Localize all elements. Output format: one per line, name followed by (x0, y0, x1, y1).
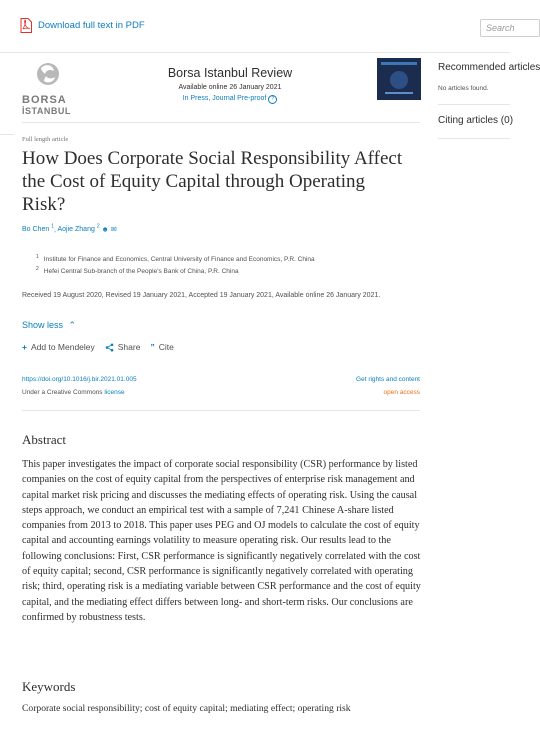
journal-info (130, 66, 330, 104)
section-divider (22, 410, 420, 411)
journal-available: Available online 26 January 2021 (178, 84, 282, 91)
logo-emblem-icon (22, 60, 77, 90)
left-divider (0, 134, 14, 135)
license-link[interactable]: license (104, 389, 125, 396)
right-divider (438, 104, 510, 105)
right-panel (438, 52, 540, 139)
citing-articles-heading[interactable]: Citing articles (0) (438, 115, 514, 126)
doi-link[interactable]: https://doi.org/10.1016/j.bir.2021.01.005 (22, 376, 137, 383)
borsa-istanbul-logo (22, 60, 77, 116)
download-pdf-link[interactable] (20, 18, 145, 33)
article-title: How Does Corporate Social Responsibility Affect the Cost of Equity Capital through Operating Risk? (22, 148, 403, 215)
plus-icon: + (22, 342, 27, 352)
author-link[interactable]: Aojie Zhang $^2$ (57, 224, 100, 234)
share-button[interactable]: Share (105, 342, 141, 352)
show-less-toggle[interactable] (22, 320, 76, 331)
keywords-list: Corporate social responsibility; cost of equity capital; mediating effect; operating risk (22, 703, 351, 714)
author-list: Bo Chen $^1$, Aojie Zhang $^2$ ☻ ✉ (22, 224, 117, 234)
download-pdf-label: Download full text in PDF (38, 20, 145, 31)
license-text: Under a Creative Commons license (22, 389, 125, 396)
affiliation-1: $^1$ Institute for Finance and Economics, Central University of Finance and Economics, P.R. China (36, 254, 315, 264)
recommended-articles-heading[interactable]: Recommended articles (438, 62, 540, 73)
open-access-badge: open access (383, 389, 420, 396)
search-input[interactable]: Search (480, 19, 540, 37)
affiliation-2: $^2$ Hefei Central Sub-branch of the People's Bank of China, P.R. China (36, 266, 239, 276)
journal-status-label: In Press, Journal Pre-proof (182, 95, 267, 102)
share-icon (105, 343, 114, 352)
chevron-up-icon: ⌃ (68, 320, 77, 330)
add-to-mendeley-button[interactable]: + Add to Mendeley (22, 342, 95, 352)
right-divider (438, 138, 510, 139)
abstract-heading: Abstract (22, 432, 67, 447)
journal-cover-image[interactable] (377, 58, 421, 100)
pdf-icon (20, 18, 32, 33)
abstract-text: This paper investigates the impact of corporate social responsibility (CSR) performance by listed companies on the cost of equity capital from the perspectives of enterprise risk management and capital market risk pricing and discusses the mediating effects of operating risk. Using the causal steps approach, we conduct an empirical test with a sample of 7,241 Chinese A-share listed companies from 2013 to 2018. This paper uses PEG and OJ models to calculate the cost of equity capital and accounting earnings volatility to measure operating risk. Our results lead to the following conclusions: First, CSR performance is significantly negatively correlated with the cost of equity capital; second, CSR performance is significantly negatively correlated with operating risk; third, operating risk is a mediating variable between CSR performance and the cost of equity capital, and the mediating effect differs between long- and short-term risks. Our conclusions are confirmed by robustness tests. (22, 459, 421, 623)
cite-button[interactable]: ” Cite (150, 342, 174, 352)
rights-link[interactable]: Get rights and content (356, 376, 420, 383)
author-link[interactable]: Bo Chen $^1$ (22, 224, 54, 234)
show-less-label: Show less (22, 320, 64, 330)
article-actions (22, 342, 174, 352)
help-icon[interactable]: ? (268, 95, 277, 104)
quote-icon: ” (150, 342, 155, 352)
journal-title[interactable]: Borsa Istanbul Review (167, 66, 293, 80)
article-type: Full length article (22, 136, 69, 143)
keywords-heading: Keywords (22, 679, 76, 694)
user-icon[interactable]: ☻ (101, 226, 109, 234)
article-dates: Received 19 August 2020, Revised 19 January 2021, Accepted 19 January 2021, Available online 26 January 2021. (22, 292, 381, 299)
logo-text-borsa: BORSA (22, 94, 67, 106)
email-icon[interactable]: ✉ (110, 226, 117, 234)
header-divider (22, 122, 420, 123)
journal-status[interactable] (130, 95, 330, 104)
logo-text-istanbul: İSTANBUL (22, 106, 71, 116)
no-articles-text: No articles found. (438, 85, 489, 92)
